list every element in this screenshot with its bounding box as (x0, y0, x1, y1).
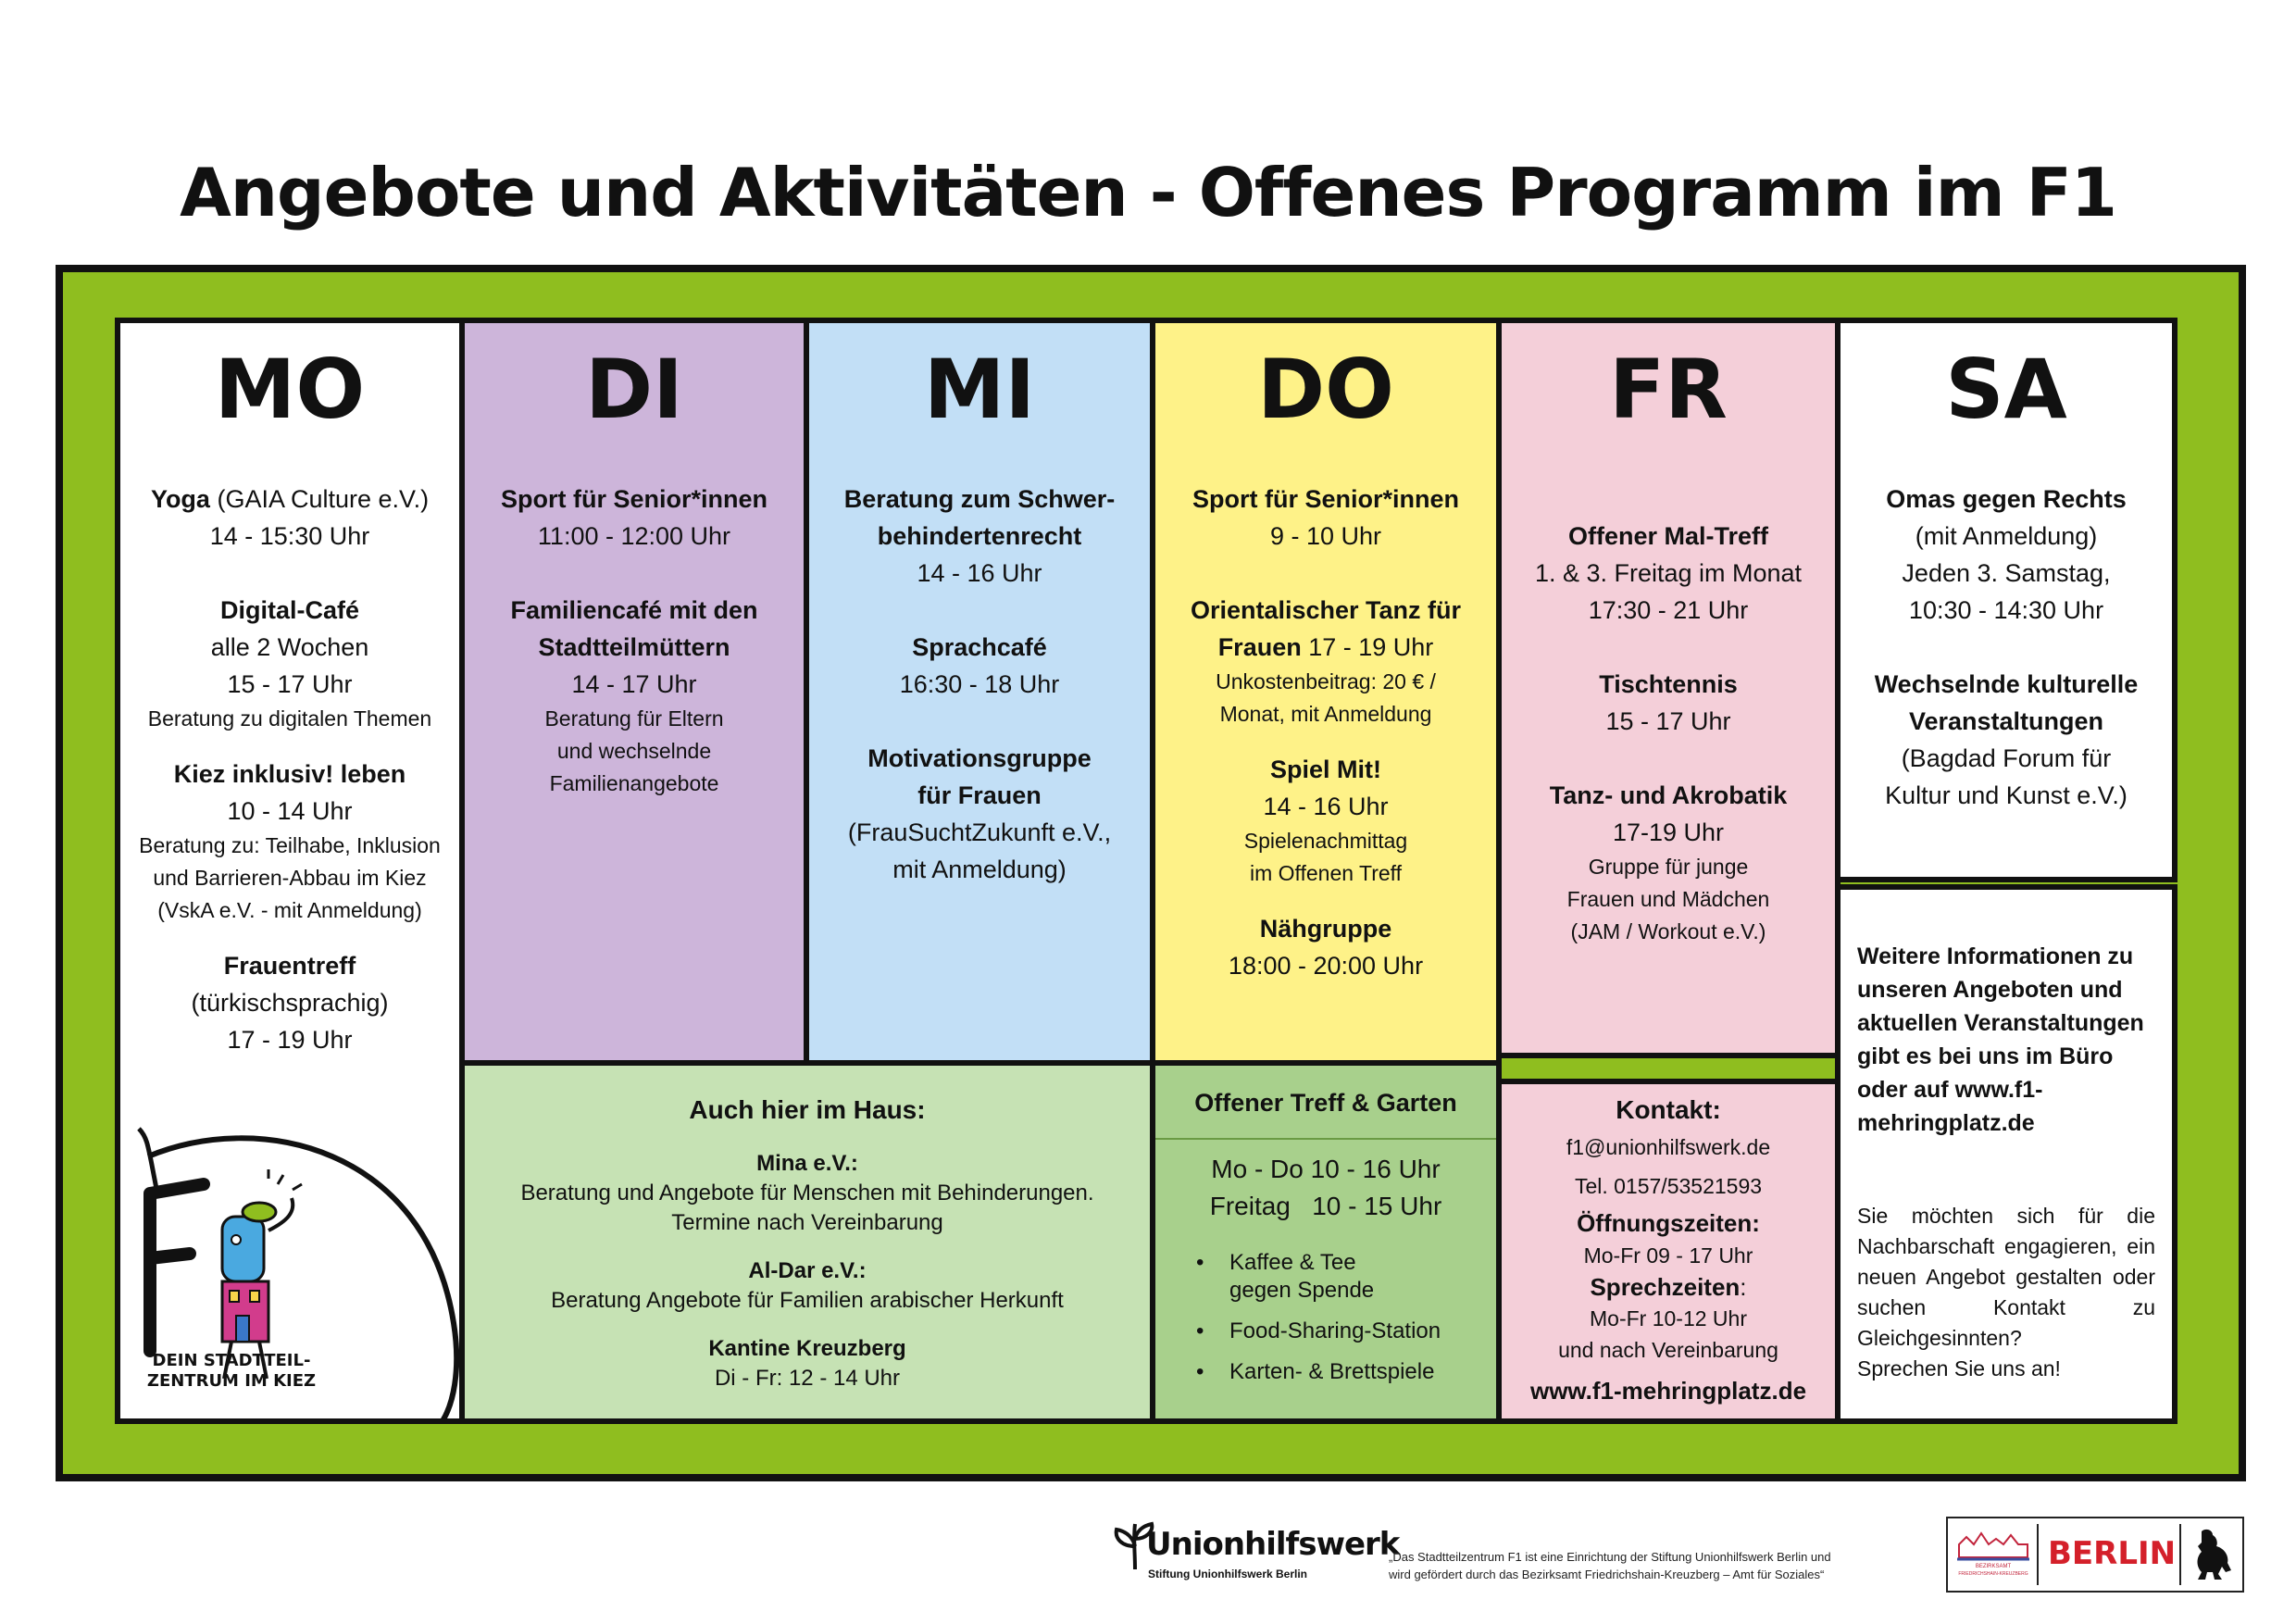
info-text: Sprechen Sie uns an! (1857, 1356, 2061, 1380)
akrobatik-note: Frauen und Mädchen (1566, 887, 1770, 911)
in-house-panel (459, 1060, 1155, 1424)
akrobatik-title: Tanz- und Akrobatik (1549, 781, 1788, 809)
kultur-note: Kultur und Kunst e.V.) (1885, 781, 2128, 809)
kultur-title: Veranstaltungen (1908, 707, 2104, 735)
day-heading-mo: MO (214, 342, 366, 437)
frauentreff-language: (türkischsprachig) (191, 989, 389, 1017)
kultur-title: Wechselnde kulturelle (1874, 670, 2139, 698)
motivation-note: (FrauSuchtZukunft e.V., (847, 818, 1112, 846)
sport-title: Sport für Senior*innen (1192, 485, 1459, 513)
garden-title: Offener Treff & Garten (1194, 1089, 1457, 1117)
garden-hours: Mo - Do 10 - 16 Uhr (1211, 1155, 1441, 1183)
logo-tagline: ZENTRUM IM KIEZ (146, 1371, 317, 1391)
contact-phone: Tel. 0157/53521593 (1574, 1174, 1763, 1198)
motivation-note: mit Anmeldung) (892, 856, 1067, 883)
naehgruppe-time: 18:00 - 20:00 Uhr (1228, 952, 1424, 980)
day-heading-fr: FR (1609, 342, 1728, 437)
yoga-org: (GAIA Culture e.V.) (209, 485, 430, 513)
familiencafe-note: Beratung für Eltern (544, 706, 724, 731)
day-heading-do: DO (1257, 342, 1394, 437)
akrobatik-time: 17-19 Uhr (1612, 818, 1725, 846)
funding-note: wird gefördert durch das Bezirksamt Friedrichshain-Kreuzberg – Amt für Soziales“ (1389, 1568, 1825, 1581)
unionhilfswerk-logo (1107, 1518, 1400, 1593)
tanz-note: Monat, mit Anmeldung (1219, 702, 1432, 726)
unionhilfswerk-subtitle: Stiftung Unionhilfswerk Berlin (1148, 1568, 1308, 1580)
tanz-time: 17 - 19 Uhr (1301, 633, 1434, 661)
contact-panel: Kontakt: f1@unionhilfswerk.de Tel. 0157/53521593 Öffnungszeiten: Mo-Fr 09 - 17 Uhr Sprechzeiten: Mo-Fr 10-12 Uhr und nach Vereinbarung www.f1-mehringplatz.de (1496, 1079, 1841, 1424)
yoga-time: 14 - 15:30 Uhr (209, 522, 370, 550)
tanz-note: Unkostenbeitrag: 20 € / (1216, 669, 1436, 693)
sport-time: 9 - 10 Uhr (1269, 522, 1382, 550)
contact-title: Kontakt: (1616, 1095, 1721, 1124)
beratung-time: 14 - 16 Uhr (917, 559, 1042, 587)
familiencafe-title: Stadtteilmüttern (538, 633, 730, 661)
logo-tagline: DEIN STADTTEIL- (152, 1351, 311, 1370)
tanz-title: Orientalischer Tanz für (1190, 596, 1462, 624)
tischtennis-title: Tischtennis (1599, 670, 1738, 698)
familiencafe-time: 14 - 17 Uhr (571, 670, 697, 698)
frauentreff-title: Frauentreff (223, 952, 356, 980)
tuesday-panel (459, 318, 809, 1066)
list-item: • Food-Sharing-Station (1196, 1318, 1441, 1343)
digital-cafe-title: Digital-Café (219, 596, 360, 624)
garden-hours: Freitag 10 - 15 Uhr (1209, 1192, 1442, 1220)
maltreff-time: 17:30 - 21 Uhr (1588, 596, 1749, 624)
district-skyline-icon (1953, 1524, 2033, 1565)
digital-cafe-frequency: alle 2 Wochen (210, 633, 369, 661)
sport-title: Sport für Senior*innen (500, 485, 767, 513)
in-house-title: Auch hier im Haus: (689, 1095, 926, 1124)
sprachcafe-time: 16:30 - 18 Uhr (899, 670, 1060, 698)
kiez-title: Kiez inklusiv! leben (173, 760, 406, 788)
garden-panel (1150, 1060, 1502, 1424)
kantine-line: Di - Fr: 12 - 14 Uhr (714, 1366, 901, 1391)
district-emblem (1953, 1524, 2039, 1585)
omas-time: 10:30 - 14:30 Uhr (1908, 596, 2104, 624)
familiencafe-note: Familienangebote (549, 771, 719, 795)
opening-hours-title: Öffnungszeiten: (1577, 1209, 1760, 1237)
kultur-note: (Bagdad Forum für (1901, 744, 2112, 772)
kantine-title: Kantine Kreuzberg (708, 1336, 906, 1361)
funding-note: „Das Stadtteilzentrum F1 ist eine Einrichtung der Stiftung Unionhilfswerk Berlin und (1389, 1550, 1831, 1564)
digital-cafe-note: Beratung zu digitalen Themen (147, 706, 432, 731)
maltreff-title: Offener Mal-Treff (1567, 522, 1769, 550)
district-name: FRIEDRICHSHAIN-KREUZBERG (1958, 1571, 2028, 1577)
mina-line: Termine nach Vereinbarung (671, 1210, 943, 1235)
beratung-title: behindertenrecht (877, 522, 1082, 550)
monday-panel (115, 318, 465, 1424)
mina-title: Mina e.V.: (756, 1151, 858, 1176)
spiel-note: im Offenen Treff (1249, 861, 1403, 885)
consultation-hours: Mo-Fr 10-12 Uhr (1590, 1306, 1747, 1330)
garden-list (1192, 1249, 1478, 1399)
omas-frequency: Jeden 3. Samstag, (1902, 559, 2111, 587)
mina-line: Beratung und Angebote für Menschen mit Behinderungen. (520, 1181, 1094, 1206)
info-text: Sie möchten sich für die Nachbarschaft engagieren, ein neuen Angebot gestalten oder suchen Kontakt zu Gleichgesinnten? (1857, 1204, 2155, 1350)
tischtennis-time: 15 - 17 Uhr (1605, 707, 1731, 735)
kiez-time: 10 - 14 Uhr (227, 797, 353, 825)
yoga-title: Yoga (150, 485, 210, 513)
familiencafe-note: und wechselnde (556, 739, 712, 763)
wednesday-panel (804, 318, 1155, 1066)
aldar-title: Al-Dar e.V.: (748, 1258, 867, 1283)
sprachcafe-title: Sprachcafé (912, 633, 1047, 661)
familiencafe-title: Familiencafé mit den (510, 596, 758, 624)
kiez-note: (VskA e.V. - mit Anmeldung) (157, 898, 422, 922)
spiel-note: Spielenachmittag (1243, 829, 1408, 853)
motivation-title: Motivationsgruppe (867, 744, 1092, 772)
saturday-panel (1835, 318, 2177, 882)
motivation-title: für Frauen (917, 781, 1042, 809)
f1-logo (120, 1119, 459, 1424)
beratung-title: Beratung zum Schwer- (843, 485, 1116, 513)
akrobatik-note: (JAM / Workout e.V.) (1570, 919, 1766, 943)
day-heading-di: DI (585, 342, 683, 437)
sport-time: 11:00 - 12:00 Uhr (537, 522, 731, 550)
day-heading-sa: SA (1945, 342, 2067, 437)
akrobatik-note: Gruppe für junge (1588, 855, 1749, 879)
kiez-note: Beratung zu: Teilhabe, Inklusion (139, 833, 441, 857)
maltreff-frequency: 1. & 3. Freitag im Monat (1534, 559, 1803, 587)
opening-hours: Mo-Fr 09 - 17 Uhr (1583, 1243, 1753, 1268)
berlin-wordmark: BERLIN (2048, 1535, 2177, 1572)
kiez-note: und Barrieren-Abbau im Kiez (153, 866, 427, 890)
aldar-line: Beratung Angebote für Familien arabischer Herkunft (551, 1288, 1064, 1313)
contact-email: f1@unionhilfswerk.de (1566, 1135, 1771, 1159)
berlin-bear-icon (2189, 1526, 2237, 1583)
friday-panel (1496, 318, 1841, 1058)
list-item: • Kaffee & Tee gegen Spende (1196, 1250, 1375, 1303)
digital-cafe-time: 15 - 17 Uhr (227, 670, 353, 698)
tanz-title: Frauen (1217, 633, 1302, 661)
website-link[interactable]: www.f1-mehringplatz.de (1529, 1377, 1807, 1405)
spiel-time: 14 - 16 Uhr (1263, 793, 1389, 820)
consultation-title: Sprechzeiten (1590, 1273, 1741, 1301)
berlin-district-logo (1946, 1517, 2244, 1593)
page-title: Angebote und Aktivitäten - Offenes Programm im F1 (180, 154, 2116, 231)
info-highlight: Weitere Informationen zu unseren Angeboten und aktuellen Veranstaltungen gibt es bei uns im Büro oder auf www.f1-mehringplatz.de (1857, 943, 2144, 1136)
list-item: • Karten- & Brettspiele (1196, 1359, 1435, 1384)
consultation-note: und nach Vereinbarung (1558, 1338, 1778, 1362)
district-name: BEZIRKSAMT (1975, 1564, 2012, 1569)
omas-note: (mit Anmeldung) (1915, 522, 2098, 550)
unionhilfswerk-name: Unionhilfswerk (1146, 1526, 1400, 1563)
frauentreff-time: 17 - 19 Uhr (227, 1026, 353, 1054)
thursday-panel (1150, 318, 1502, 1066)
info-panel (1835, 884, 2177, 1424)
omas-title: Omas gegen Rechts (1886, 485, 2127, 513)
day-heading-mi: MI (923, 342, 1036, 437)
spiel-title: Spiel Mit! (1270, 756, 1381, 783)
naehgruppe-title: Nähgruppe (1259, 915, 1392, 943)
